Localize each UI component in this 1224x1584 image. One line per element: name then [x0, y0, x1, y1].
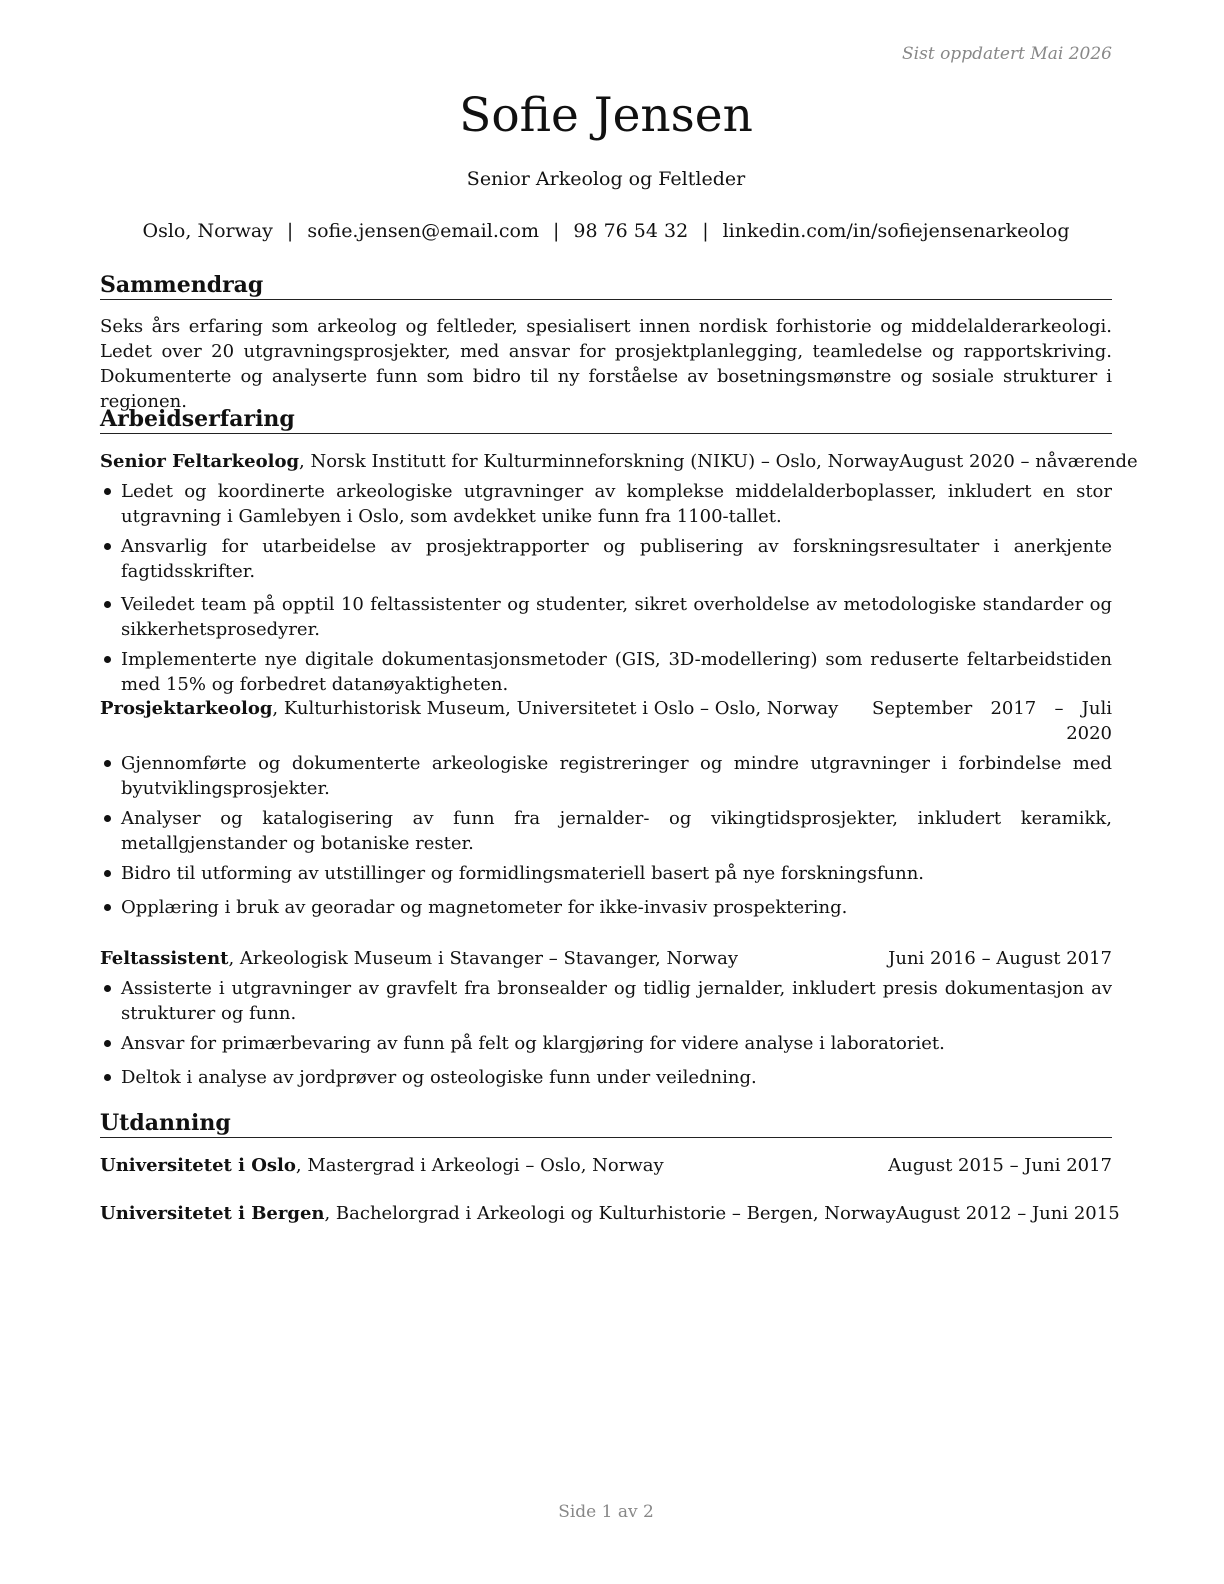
- list-item: Ansvarlig for utarbeidelse av prosjektrapporter og publisering av forskningsresultater i anerkjente fagtidsskrifter.: [100, 534, 1112, 584]
- experience-heading: Arbeidserfaring: [100, 405, 1112, 434]
- job-dates: September 2017 – Juli 2020: [872, 698, 1112, 744]
- contact-email[interactable]: sofie.jensen@email.com: [307, 220, 539, 242]
- job-bullets: [100, 479, 1112, 697]
- education-heading: Utdanning: [100, 1109, 1112, 1138]
- job-dates: August 2020 – nåværende: [899, 451, 1138, 472]
- job-header: [100, 946, 1112, 971]
- job-organization: , Arkeologisk Museum i Stavanger – Stavanger, Norway: [228, 948, 738, 969]
- list-item: Ansvar for primærbevaring av funn på felt og klargjøring for videre analyse i laboratoriet.: [100, 1031, 1112, 1056]
- contact-linkedin[interactable]: linkedin.com/in/sofiejensenarkeolog: [722, 220, 1070, 242]
- education-entry: [100, 1153, 1112, 1178]
- education-school: Universitetet i Bergen: [100, 1203, 325, 1224]
- list-item: Gjennomførte og dokumenterte arkeologiske registreringer og mindre utgravninger i forbindelse med byutviklingsprosjekter.: [100, 751, 1112, 801]
- contact-line: [100, 218, 1112, 244]
- list-item: Opplæring i bruk av georadar og magnetometer for ikke-invasiv prospektering.: [100, 895, 1112, 920]
- list-item: Analyser og katalogisering av funn fra jernalder- og vikingtidsprosjekter, inkludert keramikk, metallgjenstander og botaniske rester.: [100, 806, 1112, 856]
- contact-separator: |: [286, 220, 294, 242]
- education-dates: August 2015 – Juni 2017: [888, 1155, 1112, 1176]
- job-bullets: [100, 976, 1112, 1090]
- job-organization: , Kulturhistorisk Museum, Universitetet i Oslo – Oslo, Norway: [272, 698, 839, 719]
- education-dates: August 2012 – Juni 2015: [895, 1203, 1120, 1224]
- page-number: Side 1 av 2: [558, 1502, 654, 1522]
- list-item: Ledet og koordinerte arkeologiske utgravninger av komplekse middelalderboplasser, inkludert en stor utgravning i Gamlebyen i Oslo, som avdekket unike funn fra 1100-tallet.: [100, 479, 1112, 529]
- list-item: Assisterte i utgravninger av gravfelt fra bronsealder og tidlig jernalder, inkludert presis dokumentasjon av strukturer og funn.: [100, 976, 1112, 1026]
- list-item: Deltok i analyse av jordprøver og osteologiske funn under veiledning.: [100, 1065, 1112, 1090]
- job-bullets: [100, 751, 1112, 920]
- list-item: Bidro til utforming av utstillinger og formidlingsmateriell basert på nye forskningsfunn.: [100, 861, 1112, 886]
- resume-page: [100, 0, 1138, 1584]
- contact-separator: |: [552, 220, 560, 242]
- job-role: Prosjektarkeolog: [100, 698, 273, 719]
- last-updated: Sist oppdatert Mai 2026: [902, 44, 1112, 64]
- job-organization: , Norsk Institutt for Kulturminneforskning (NIKU) – Oslo, Norway: [299, 451, 900, 472]
- job-role: Feltassistent: [100, 948, 229, 969]
- education-degree: , Mastergrad i Arkeologi – Oslo, Norway: [295, 1155, 664, 1176]
- job-header: [100, 696, 1112, 746]
- job-dates: Juni 2016 – August 2017: [888, 948, 1112, 969]
- education-entry: [100, 1201, 1120, 1226]
- education-degree: , Bachelorgrad i Arkeologi og Kulturhistorie – Bergen, Norway: [324, 1203, 896, 1224]
- contact-phone: 98 76 54 32: [573, 220, 689, 242]
- summary-text: Seks års erfaring som arkeolog og feltleder, spesialisert innen nordisk forhistorie og middelalderarkeologi. Ledet over 20 utgravningsprosjekter, med ansvar for prosjektplanlegging, teamledelse og rapportskriving. Dokumenterte og analyserte funn som bidro til ny forståelse av bosetningsmønstre og sosiale strukturer i regionen.: [100, 316, 1112, 412]
- job-role: Senior Feltarkeolog: [100, 451, 300, 472]
- list-item: Implementerte nye digitale dokumentasjonsmetoder (GIS, 3D-modellering) som reduserte feltarbeidstiden med 15% og forbedret datanøyaktigheten.: [100, 647, 1112, 697]
- education-school: Universitetet i Oslo: [100, 1155, 296, 1176]
- job-header: [100, 449, 1138, 474]
- headline: Senior Arkeolog og Feltleder: [466, 168, 746, 190]
- list-item: Veiledet team på opptil 10 feltassistenter og studenter, sikret overholdelse av metodologiske standarder og sikkerhetsprosedyrer.: [100, 592, 1112, 642]
- contact-location: Oslo, Norway: [142, 220, 273, 242]
- contact-separator: |: [702, 220, 709, 242]
- summary-heading: Sammendrag: [100, 271, 1112, 300]
- candidate-name: Sofie Jensen: [459, 88, 753, 143]
